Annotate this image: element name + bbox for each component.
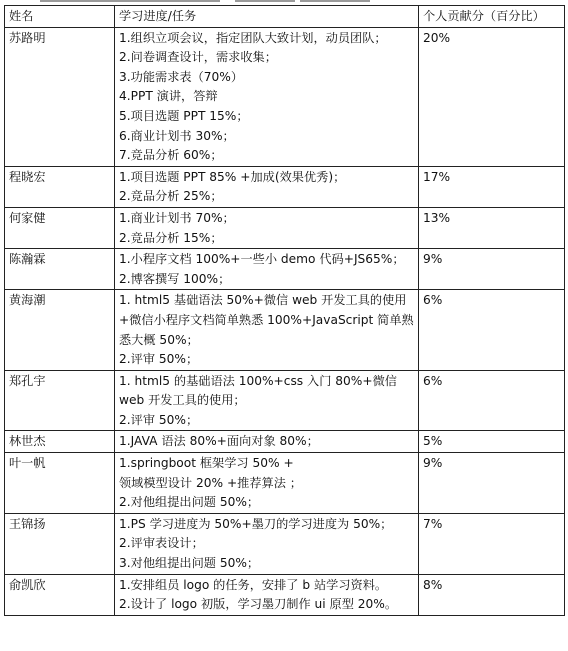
member-name: 王锦扬 [5, 513, 115, 574]
task-list [115, 207, 419, 248]
table-row [5, 207, 565, 248]
task-item: 2.评审表设计； [119, 536, 204, 551]
task-item: 1.springboot 框架学习 50% + [119, 456, 294, 471]
cropped-top-line [0, 0, 568, 3]
table-row [5, 290, 565, 370]
task-item: 2.竞品分析 25%； [119, 189, 223, 204]
header-name: 姓名 [5, 6, 115, 28]
task-item: 1.组织立项会议，指定团队大致计划，动员团队； [119, 30, 387, 45]
task-list [115, 290, 419, 370]
task-list [115, 431, 419, 453]
table-row [5, 27, 565, 166]
contribution-value: 7% [419, 513, 565, 574]
task-item: 1.小程序文档 100%+一些小 demo 代码+JS65%； [119, 252, 405, 267]
task-list [115, 574, 419, 615]
task-item: 4.PPT 演讲，答辩 [119, 89, 218, 104]
member-name: 陈瀚霖 [5, 249, 115, 290]
contribution-value: 13% [419, 207, 565, 248]
table-row [5, 513, 565, 574]
contribution-value: 5% [419, 431, 565, 453]
task-item: 领域模型设计 20% +推荐算法 ； [119, 475, 302, 490]
task-item: 5.项目选题 PPT 15%； [119, 108, 249, 123]
task-item: 2.竞品分析 15%； [119, 230, 223, 245]
task-list [115, 27, 419, 166]
header-progress: 学习进度/任务 [115, 6, 419, 28]
task-item: 1. html5 基础语法 50%+微信 web 开发工具的使用+微信小程序文档简单熟悉 100%+JavaScript 简单熟悉大概 50%； [119, 293, 414, 347]
task-item: 7.竞品分析 60%； [119, 148, 223, 163]
task-item: 1. html5 的基础语法 100%+css 入门 80%+微信 web 开发工具的使用； [119, 373, 397, 408]
table-row [5, 453, 565, 514]
table-row [5, 166, 565, 207]
member-name: 郑孔宇 [5, 370, 115, 431]
table-header [5, 6, 565, 28]
member-name: 何家健 [5, 207, 115, 248]
member-name: 叶一帆 [5, 453, 115, 514]
contribution-value: 8% [419, 574, 565, 615]
task-item: 2.对他组提出问题 50%； [119, 495, 260, 510]
task-item: 1.商业计划书 70%； [119, 210, 235, 225]
task-item: 3.对他组提出问题 50%； [119, 556, 260, 571]
task-item: 3.功能需求表（70%） [119, 69, 244, 84]
task-item: 1.安排组员 logo 的任务，安排了 b 站学习资料。 [119, 577, 388, 592]
task-list [115, 249, 419, 290]
task-item: 1.JAVA 语法 80%+面向对象 80%； [119, 434, 319, 449]
task-list [115, 166, 419, 207]
table-row [5, 249, 565, 290]
task-item: 1.PS 学习进度为 50%+墨刀的学习进度为 50%； [119, 516, 393, 531]
table-row [5, 574, 565, 615]
member-name: 黄海潮 [5, 290, 115, 370]
member-name: 俞凯欣 [5, 574, 115, 615]
header-contribution: 个人贡献分（百分比） [419, 6, 565, 28]
contribution-value: 6% [419, 370, 565, 431]
task-item: 2.评审 50%； [119, 412, 199, 427]
header-row [5, 6, 565, 28]
task-list [115, 513, 419, 574]
task-item: 2.博客撰写 100%； [119, 271, 231, 286]
contribution-value: 9% [419, 453, 565, 514]
contribution-table [4, 5, 565, 616]
member-name: 程晓宏 [5, 166, 115, 207]
task-item: 6.商业计划书 30%； [119, 128, 235, 143]
task-item: 2.评审 50%； [119, 352, 199, 367]
contribution-value: 17% [419, 166, 565, 207]
task-item: 1.项目选题 PPT 85% +加成(效果优秀)； [119, 169, 346, 184]
member-name: 苏路明 [5, 27, 115, 166]
table-row [5, 370, 565, 431]
task-list [115, 370, 419, 431]
task-item: 2.问卷调查设计，需求收集； [119, 50, 277, 65]
member-name: 林世杰 [5, 431, 115, 453]
task-list [115, 453, 419, 514]
contribution-value: 9% [419, 249, 565, 290]
table-body [5, 27, 565, 615]
contribution-value: 20% [419, 27, 565, 166]
table-row [5, 431, 565, 453]
contribution-value: 6% [419, 290, 565, 370]
task-item: 2.设计了 logo 初版，学习墨刀制作 ui 原型 20%。 [119, 597, 398, 612]
